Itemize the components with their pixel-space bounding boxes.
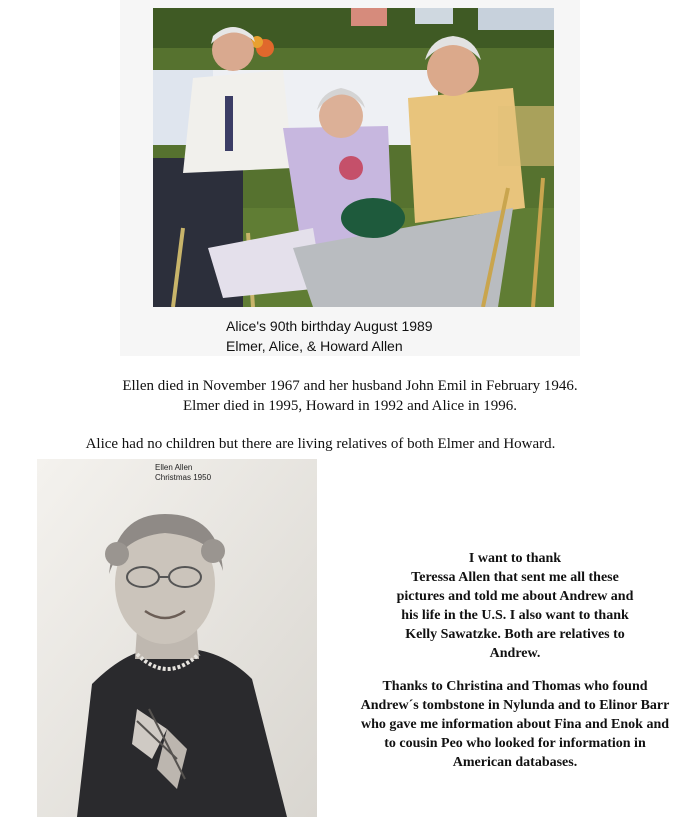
- thanks-line: Andrew.: [489, 646, 541, 661]
- caption-line-2: Elmer, Alice, & Howard Allen: [226, 338, 403, 354]
- death-dates-text: [0, 376, 700, 416]
- birthday-photo-caption: [226, 316, 433, 356]
- portrait-photo: [37, 459, 317, 817]
- acknowledgements: [330, 549, 700, 772]
- thanks-line: to cousin Peo who looked for information in: [384, 736, 646, 751]
- birthday-photo: [153, 8, 554, 307]
- thanks-line: who gave me information about Fina and Enok and: [360, 717, 670, 732]
- thanks-line: Teressa Allen that sent me all these: [411, 570, 619, 585]
- thanks-line: Kelly Sawatzke. Both are relatives to: [405, 627, 625, 642]
- portrait-label-line-1: Ellen Allen: [155, 463, 193, 472]
- thanks-line: I want to thank: [468, 551, 562, 566]
- thanks-paragraph-2: [330, 677, 700, 772]
- thanks-line: American databases.: [452, 755, 578, 770]
- death-line-1: Ellen died in November 1967 and her husband John Emil in February 1946.: [122, 378, 578, 394]
- relatives-text: Alice had no children but there are living relatives of both Elmer and Howard.: [85, 436, 556, 452]
- thanks-line: Thanks to Christina and Thomas who found: [382, 679, 648, 694]
- thanks-line: his life in the U.S. I also want to thank: [401, 608, 629, 623]
- portrait-label: [155, 463, 211, 483]
- thanks-paragraph-1: [330, 549, 700, 663]
- thanks-line: pictures and told me about Andrew and: [396, 589, 634, 604]
- thanks-line: Andrew´s tombstone in Nylunda and to Elinor Barr: [360, 698, 670, 713]
- portrait-label-line-2: Christmas 1950: [155, 473, 212, 482]
- death-line-2: Elmer died in 1995, Howard in 1992 and Alice in 1996.: [182, 398, 518, 414]
- caption-line-1: Alice's 90th birthday August 1989: [226, 318, 433, 334]
